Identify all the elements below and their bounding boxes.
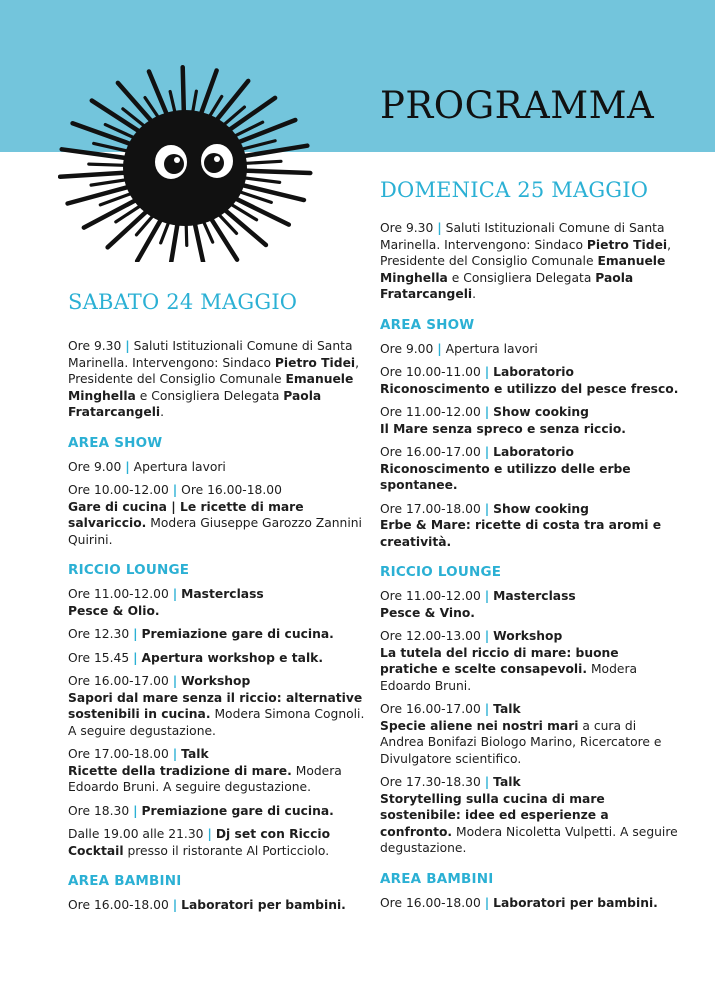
entry-label: Show cooking xyxy=(493,501,589,516)
entry-title: Sapori dal mare senza il riccio: alternative sostenibili in cucina. xyxy=(68,690,363,721)
entry-title: Dj set con Riccio Cocktail xyxy=(68,827,331,858)
sea-urchin-icon xyxy=(58,40,320,262)
entry-text: , Presidente del Consiglio Comunale xyxy=(380,237,672,268)
schedule-entry xyxy=(68,897,368,914)
entry-time: Ore 12.00-13.00 xyxy=(380,629,481,643)
schedule-entry xyxy=(380,895,680,912)
entry-title: Pesce & Vino. xyxy=(380,605,475,620)
entry-label: Apertura workshop e talk. xyxy=(141,650,324,665)
entry-label: Laboratori per bambini. xyxy=(181,898,346,912)
section-heading-riccio-lounge: RICCIO LOUNGE xyxy=(380,564,502,580)
entry-time: Ore 9.00 xyxy=(380,341,434,356)
entry-text: e Consigliera Delegata xyxy=(135,388,284,403)
schedule-entry xyxy=(68,803,368,820)
schedule-entry xyxy=(380,444,680,494)
entry-title: La tutela del riccio di mare: buone pratiche e scelte consapevoli. xyxy=(380,645,619,676)
entry-text: Modera Edoardo Bruni. xyxy=(380,662,638,693)
entry-title: Riconoscimento e utilizzo del pesce fresco. xyxy=(380,381,679,396)
saturday-heading: SABATO 24 MAGGIO xyxy=(68,290,298,314)
pipe-separator: | xyxy=(484,445,490,459)
speaker-name: Paola Fratarcangeli xyxy=(68,388,322,419)
schedule-entry xyxy=(68,673,368,739)
entry-label: Laboratorio xyxy=(493,365,574,379)
entry-label: Talk xyxy=(181,747,209,761)
entry-text: Apertura lavori xyxy=(445,341,538,356)
pipe-separator: | xyxy=(484,405,490,419)
entry-text: . xyxy=(160,405,165,419)
schedule-entry xyxy=(68,482,368,548)
entry-text: Modera Giuseppe Garozzo Zannini Quirini. xyxy=(68,516,362,547)
entry-time: Ore 10.00-11.00 xyxy=(380,365,481,379)
entry-time: Ore 12.30 xyxy=(68,627,130,641)
pipe-separator: | xyxy=(172,674,178,688)
entry-time: Ore 9.00 xyxy=(68,459,122,474)
entry-text: , Presidente del Consiglio Comunale xyxy=(68,355,360,386)
schedule-entry xyxy=(380,501,680,551)
entry-label: Talk xyxy=(493,775,521,789)
pipe-separator: | xyxy=(125,459,130,474)
entry-time: Ore 10.00-12.00 xyxy=(68,483,169,497)
entry-time: Ore 16.00-18.00 xyxy=(380,895,481,910)
entry-time: Ore 17.00-18.00 xyxy=(380,501,481,516)
pipe-separator: | xyxy=(207,827,212,841)
saturday-column xyxy=(68,290,368,921)
entry-text: a cura di Andrea Bonifazi Biologo Marino, Ricercatore e Divulgatore scientifico. xyxy=(380,718,662,766)
entry-time: Ore 16.00-17.00 xyxy=(68,674,169,688)
speaker-name: Emanuele Minghella xyxy=(68,372,354,403)
section-heading-area-bambini: AREA BAMBINI xyxy=(380,870,494,887)
page-title: PROGRAMMA xyxy=(380,84,655,127)
entry-text: . xyxy=(472,287,477,301)
entry-title: Storytelling sulla cucina di mare sostenibile: idee ed esperienze a confronto. xyxy=(380,791,609,839)
entry-title: Pesce & Olio. xyxy=(68,603,160,618)
section-heading-area-bambini: AREA BAMBINI xyxy=(68,873,182,889)
pipe-separator: | xyxy=(172,483,178,497)
entry-label: Premiazione gare di cucina. xyxy=(141,627,334,641)
pipe-separator: | xyxy=(172,587,178,601)
entry-time: Ore 11.00-12.00 xyxy=(380,589,481,603)
section-heading-riccio-lounge: RICCIO LOUNGE xyxy=(68,562,190,578)
sunday-intro xyxy=(380,220,680,303)
entry-time: Ore 9.30 xyxy=(68,339,122,353)
pipe-separator: | xyxy=(484,629,490,643)
pipe-separator: | xyxy=(133,627,138,641)
pipe-separator: | xyxy=(484,702,490,716)
entry-time: Ore 16.00-17.00 xyxy=(380,445,481,459)
entry-text: Modera Edoardo Bruni. A seguire degustazione. xyxy=(68,763,342,794)
schedule-entry xyxy=(380,341,680,358)
pipe-separator: | xyxy=(437,341,442,356)
entry-title: Erbe & Mare: ricette di costa tra aromi e creatività. xyxy=(380,518,662,549)
entry-label: Talk xyxy=(493,702,521,716)
entry-text: Modera Simona Cognoli. A seguire degustazione. xyxy=(68,707,365,738)
schedule-entry xyxy=(68,746,368,796)
pipe-separator: | xyxy=(484,501,490,516)
entry-title: Riconoscimento e utilizzo delle erbe spontanee. xyxy=(380,461,631,492)
entry-text: e Consigliera Delegata xyxy=(447,270,596,285)
section-heading-area-show: AREA SHOW xyxy=(380,316,475,333)
entry-text: Saluti Istituzionali Comune di Santa Marinella. Intervengono: Sindaco xyxy=(380,221,665,252)
entry-label: Laboratorio xyxy=(493,445,574,459)
entry-time: Ore 16.00-18.00 xyxy=(181,483,282,497)
entry-time: Ore 16.00-17.00 xyxy=(380,702,481,716)
entry-text: Saluti Istituzionali Comune di Santa Marinella. Intervengono: Sindaco xyxy=(68,339,353,370)
entry-label: Workshop xyxy=(181,674,251,688)
speaker-name: Emanuele Minghella xyxy=(380,254,666,285)
entry-label: Laboratori per bambini. xyxy=(493,895,658,910)
entry-time: Dalle 19.00 alle 21.30 xyxy=(68,827,204,841)
pipe-separator: | xyxy=(437,221,442,235)
entry-text: Modera Nicoletta Vulpetti. A seguire degustazione. xyxy=(380,824,678,855)
entry-time: Ore 17.30-18.30 xyxy=(380,775,481,789)
pipe-separator: | xyxy=(172,747,178,761)
schedule-entry xyxy=(380,701,680,767)
entry-time: Ore 17.00-18.00 xyxy=(68,747,169,761)
pipe-separator: | xyxy=(172,898,178,912)
entry-title: Il Mare senza spreco e senza riccio. xyxy=(380,421,626,436)
entry-label: Show cooking xyxy=(493,405,589,419)
entry-label: Masterclass xyxy=(181,587,264,601)
schedule-entry xyxy=(68,626,368,643)
schedule-entry xyxy=(68,459,368,476)
sunday-heading: DOMENICA 25 MAGGIO xyxy=(380,178,649,202)
pipe-separator: | xyxy=(125,339,130,353)
pipe-separator: | xyxy=(484,365,490,379)
pipe-separator: | xyxy=(484,775,490,789)
schedule-entry xyxy=(380,774,680,857)
pipe-separator: | xyxy=(133,803,138,818)
entry-time: Ore 15.45 xyxy=(68,650,130,665)
schedule-entry xyxy=(380,588,680,621)
entry-label: Workshop xyxy=(493,629,563,643)
entry-title: Gare di cucina | Le ricette di mare salvariccio. xyxy=(68,499,304,530)
pipe-separator: | xyxy=(484,895,490,910)
entry-time: Ore 11.00-12.00 xyxy=(68,587,169,601)
entry-time: Ore 11.00-12.00 xyxy=(380,405,481,419)
entry-title: Ricette della tradizione di mare. xyxy=(68,763,292,778)
speaker-name: Pietro Tidei xyxy=(274,355,356,370)
entry-label: Premiazione gare di cucina. xyxy=(141,803,334,818)
schedule-entry xyxy=(380,628,680,694)
pipe-separator: | xyxy=(133,650,138,665)
speaker-name: Paola Fratarcangeli xyxy=(380,270,634,301)
schedule-entry xyxy=(68,586,368,619)
schedule-entry xyxy=(68,650,368,667)
speaker-name: Pietro Tidei xyxy=(586,237,668,252)
schedule-entry xyxy=(380,364,680,397)
sunday-column xyxy=(380,178,680,918)
entry-time: Ore 9.30 xyxy=(380,221,434,235)
entry-time: Ore 16.00-18.00 xyxy=(68,898,169,912)
schedule-entry xyxy=(380,404,680,437)
schedule-entry xyxy=(68,826,368,859)
entry-time: Ore 18.30 xyxy=(68,803,130,818)
pipe-separator: | xyxy=(484,589,490,603)
section-heading-area-show: AREA SHOW xyxy=(68,434,163,451)
entry-title: Specie aliene nei nostri mari xyxy=(380,718,579,733)
entry-text: presso il ristorante Al Porticciolo. xyxy=(123,843,330,858)
entry-label: Masterclass xyxy=(493,589,576,603)
entry-text: Apertura lavori xyxy=(133,459,226,474)
saturday-intro xyxy=(68,338,368,421)
